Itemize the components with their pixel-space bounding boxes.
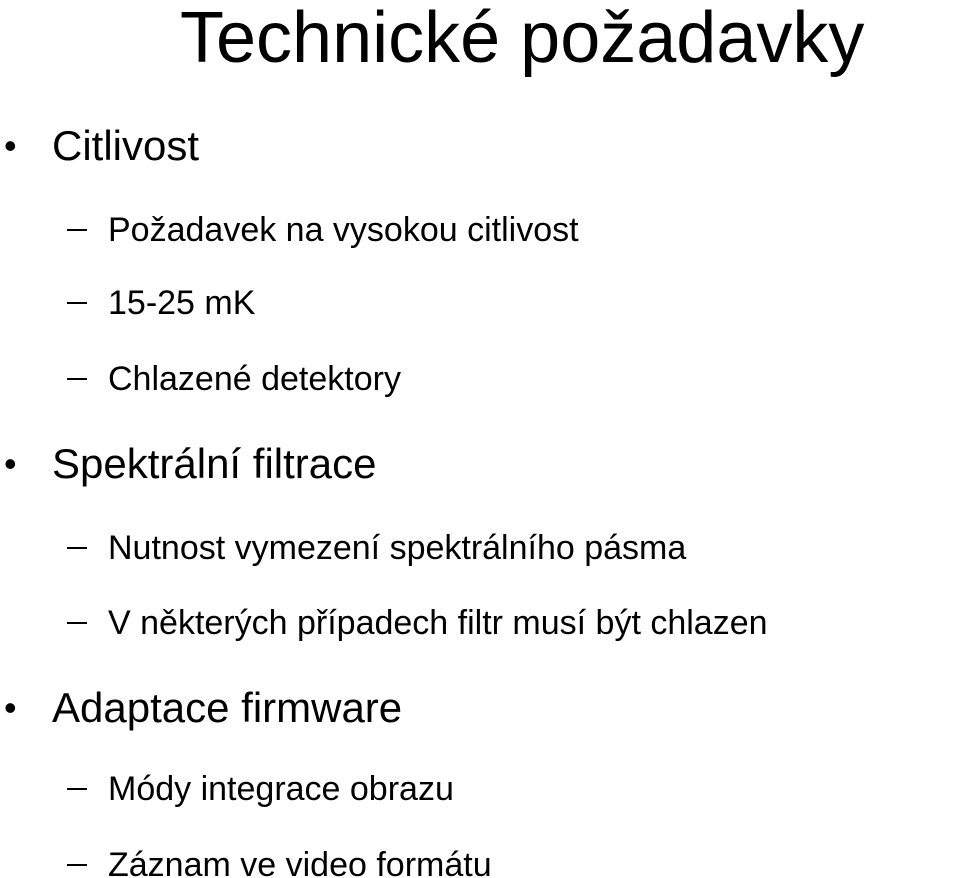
- sub-item: [0, 280, 960, 326]
- dash-marker: [67, 229, 87, 231]
- sub-item: [0, 600, 960, 646]
- dash-marker: [67, 302, 87, 304]
- bullet-marker: •: [4, 443, 17, 484]
- sub-item-text: Nutnost vymezení spektrálního pásma: [108, 529, 687, 567]
- sub-item: [0, 842, 960, 878]
- dash-marker: [67, 378, 87, 380]
- dash-marker: [67, 622, 87, 624]
- sub-item-text: V některých případech filtr musí být chlazen: [108, 604, 768, 642]
- dash-marker: [67, 788, 87, 790]
- bullet-heading: Adaptace firmware: [52, 684, 403, 731]
- bullet-adaptace-firmware: [0, 680, 960, 736]
- sub-item-text: Módy integrace obrazu: [108, 770, 454, 808]
- sub-item-text: Požadavek na vysokou citlivost: [108, 211, 579, 249]
- sub-item-text: 15-25 mK: [108, 284, 256, 322]
- sub-item: [0, 766, 960, 812]
- sub-item: [0, 207, 960, 253]
- slide-title: Technické požadavky: [180, 0, 865, 78]
- bullet-heading: Spektrální filtrace: [52, 440, 377, 487]
- dash-marker: [67, 547, 87, 549]
- sub-item: [0, 525, 960, 571]
- bullet-heading: Citlivost: [52, 122, 200, 169]
- sub-item-text: Záznam ve video formátu: [108, 846, 492, 878]
- bullet-marker: •: [4, 687, 17, 728]
- sub-item: [0, 356, 960, 402]
- dash-marker: [67, 864, 87, 866]
- bullet-spektralni-filtrace: [0, 436, 960, 492]
- sub-item-text: Chlazené detektory: [108, 360, 401, 398]
- bullet-citlivost: [0, 118, 960, 174]
- bullet-marker: •: [4, 125, 17, 166]
